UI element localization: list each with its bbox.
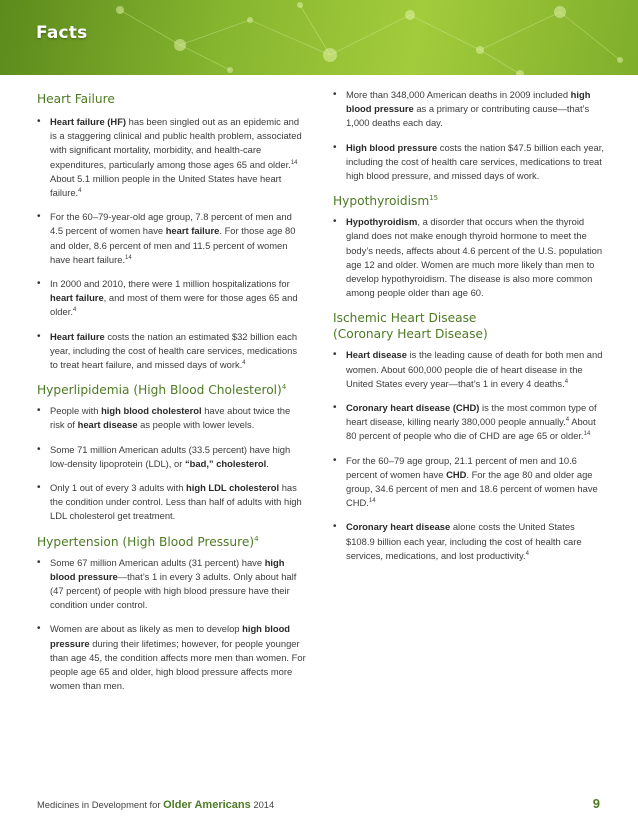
list-item: • Coronary heart disease alone costs the United States $108.9 billion each year, including the cost of health care services, medications, and lost productivity.$^4$ bbox=[333, 520, 605, 563]
left-column bbox=[37, 88, 307, 704]
list-item: • Some 67 million American adults (31 percent) have high blood pressure—that’s 1 in every 3 adults. Only about half (47 percent) of people with high blood pressure have their condition under control. bbox=[37, 556, 307, 613]
heading-ischemic-heart-disease: Ischemic Heart Disease (Coronary Heart Disease) bbox=[333, 311, 488, 342]
list-item: • High blood pressure costs the nation $47.5 billion each year, including the cost of health care services, medications to treat high blood pressure, and missed days of work. bbox=[333, 141, 605, 184]
heading-hyperlipidemia: Hyperlipidemia (High Blood Cholesterol)$^4$ bbox=[37, 383, 287, 398]
list-item: • For the 60–79 age group, 21.1 percent of men and 10.6 percent of women have CHD. For the age 80 and older age group, 34.6 percent of men and 18.6 percent of women have CHD.$^{14}$ bbox=[333, 454, 605, 511]
list-item: • Heart failure costs the nation an estimated $32 billion each year, including the cost of health care services, medications to treat heart failure, and missed days of work.$^4$ bbox=[37, 330, 307, 373]
list-item: • Only 1 out of every 3 adults with high LDL cholesterol has the condition under control. Less than half of adults with high LDL cholesterol get treatment. bbox=[37, 481, 307, 524]
list-item: • People with high blood cholesterol have about twice the risk of heart disease as people with lower levels. bbox=[37, 404, 307, 432]
right-column bbox=[333, 88, 605, 573]
banner-title: Facts bbox=[36, 23, 88, 43]
list-item: • More than 348,000 American deaths in 2009 included high blood pressure as a primary or contributing cause—that’s 1,000 deaths each day. bbox=[333, 88, 605, 131]
list-item: • Coronary heart disease (CHD) is the most common type of heart disease, killing nearly 380,000 people annually.$^4$ About 80 percent of people who die of CHD are age 65 or older.$^{14}$ bbox=[333, 401, 605, 444]
heading-hypertension: Hypertension (High Blood Pressure)$^4$ bbox=[37, 534, 259, 549]
list-item: • Heart disease is the leading cause of death for both men and women. About 600,000 people die of heart disease in the United States every year—that’s 1 in every 4 deaths.$^4$ bbox=[333, 348, 605, 391]
heading-heart-failure: Heart Failure bbox=[37, 92, 115, 106]
ischemic-list bbox=[333, 348, 605, 563]
list-item: • Heart failure (HF) has been singled out as an epidemic and is a staggering clinical and public health problem, associated with significant mortality, morbidity, and health-care expenditures, particularly among those ages 65 and older.$^{14}$ About 5.1 million people in the United States have heart failure.$^4$ bbox=[37, 115, 307, 200]
hypertension-continued-list bbox=[333, 88, 605, 183]
list-item: • For the 60–79-year-old age group, 7.8 percent of men and 4.5 percent of women have heart failure. For those age 80 and older, 8.6 percent of men and 11.5 percent of women have heart failure.$^{14}$ bbox=[37, 210, 307, 267]
list-item: • Hypothyroidism, a disorder that occurs when the thyroid gland does not make enough thyroid hormone to meet the body’s needs, affects about 4.6 percent of the U.S. population age 12 and older. Women are much more likely than men to develop hypothyroidism. The disease is also more common among people older than age 60. bbox=[333, 215, 605, 300]
list-item: • Women are about as likely as men to develop high blood pressure during their lifetimes; however, for people younger than age 45, the condition affects more men than women. For people age 65 and older, high blood pressure affects more women than men. bbox=[37, 622, 307, 693]
hypertension-list bbox=[37, 556, 307, 694]
footer bbox=[37, 799, 600, 811]
footer-prefix: Medicines in Development for bbox=[37, 799, 164, 810]
list-item: • In 2000 and 2010, there were 1 million hospitalizations for heart failure, and most of them were for those ages 65 and older.$^4$ bbox=[37, 277, 307, 320]
page-number: 9 bbox=[592, 796, 600, 811]
header-banner bbox=[0, 0, 638, 75]
hypothyroidism-list bbox=[333, 215, 605, 300]
hyperlipidemia-list bbox=[37, 404, 307, 523]
footer-highlight: Older Americans bbox=[163, 799, 251, 811]
heading-hypothyroidism: Hypothyroidism$^{15}$ bbox=[333, 194, 439, 209]
list-item: • Some 71 million American adults (33.5 percent) have high low-density lipoprotein (LDL), or “bad,” cholesterol. bbox=[37, 443, 307, 471]
footer-suffix: 2014 bbox=[250, 799, 275, 810]
heart-failure-list bbox=[37, 115, 307, 372]
molecule-pattern-icon bbox=[0, 0, 638, 75]
